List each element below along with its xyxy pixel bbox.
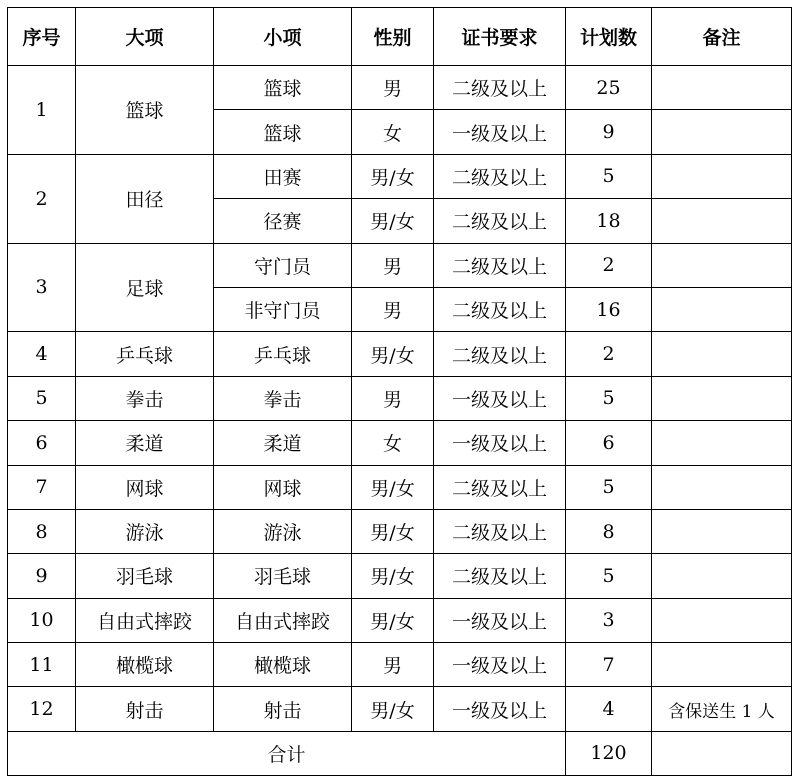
- row-plan-count: 18: [566, 199, 652, 243]
- row-plan-count: 4: [566, 687, 652, 731]
- row-index: 5: [8, 376, 76, 420]
- row-subcategory: 田赛: [214, 154, 352, 198]
- table-row: [8, 66, 792, 110]
- row-category: 乒乓球: [76, 332, 214, 376]
- table-row: [8, 332, 792, 376]
- total-note: [652, 731, 792, 775]
- row-certificate: 二级及以上: [434, 332, 566, 376]
- row-index: 3: [8, 243, 76, 332]
- row-remarks: [652, 332, 792, 376]
- table-row: [8, 376, 792, 420]
- row-index: 1: [8, 66, 76, 155]
- row-plan-count: 6: [566, 421, 652, 465]
- row-certificate: 二级及以上: [434, 509, 566, 553]
- row-certificate: 一级及以上: [434, 598, 566, 642]
- row-certificate: 二级及以上: [434, 465, 566, 509]
- row-certificate: 一级及以上: [434, 421, 566, 465]
- row-remarks: [652, 554, 792, 598]
- row-index: 6: [8, 421, 76, 465]
- row-gender: 男/女: [352, 687, 434, 731]
- row-plan-count: 2: [566, 243, 652, 287]
- row-subcategory: 守门员: [214, 243, 352, 287]
- row-remarks: [652, 421, 792, 465]
- row-plan-count: 5: [566, 376, 652, 420]
- row-gender: 男: [352, 243, 434, 287]
- row-certificate: 一级及以上: [434, 376, 566, 420]
- row-certificate: 二级及以上: [434, 287, 566, 331]
- row-gender: 男: [352, 643, 434, 687]
- row-gender: 男/女: [352, 199, 434, 243]
- row-index: 11: [8, 643, 76, 687]
- row-subcategory: 橄榄球: [214, 643, 352, 687]
- row-remarks: [652, 598, 792, 642]
- header-plan-count: 计划数: [566, 8, 652, 66]
- row-remarks: [652, 376, 792, 420]
- row-gender: 女: [352, 421, 434, 465]
- row-subcategory: 篮球: [214, 66, 352, 110]
- row-plan-count: 5: [566, 154, 652, 198]
- table-row: [8, 643, 792, 687]
- row-certificate: 二级及以上: [434, 154, 566, 198]
- row-index: 12: [8, 687, 76, 731]
- row-category: 柔道: [76, 421, 214, 465]
- table-row: [8, 687, 792, 731]
- row-plan-count: 16: [566, 287, 652, 331]
- row-certificate: 二级及以上: [434, 554, 566, 598]
- header-gender: 性别: [352, 8, 434, 66]
- table-row: [8, 243, 792, 287]
- row-subcategory: 乒乓球: [214, 332, 352, 376]
- row-remarks: [652, 199, 792, 243]
- row-index: 10: [8, 598, 76, 642]
- total-row: [8, 731, 792, 775]
- row-index: 7: [8, 465, 76, 509]
- row-subcategory: 射击: [214, 687, 352, 731]
- row-gender: 男/女: [352, 332, 434, 376]
- row-certificate: 一级及以上: [434, 643, 566, 687]
- table-row: [8, 598, 792, 642]
- header-index: 序号: [8, 8, 76, 66]
- table-row: [8, 421, 792, 465]
- row-certificate: 一级及以上: [434, 687, 566, 731]
- row-subcategory: 非守门员: [214, 287, 352, 331]
- row-gender: 女: [352, 110, 434, 154]
- header-subcategory: 小项: [214, 8, 352, 66]
- row-subcategory: 网球: [214, 465, 352, 509]
- total-label: 合计: [8, 731, 566, 775]
- row-certificate: 二级及以上: [434, 199, 566, 243]
- row-remarks: [652, 154, 792, 198]
- row-category: 羽毛球: [76, 554, 214, 598]
- row-remarks: [652, 243, 792, 287]
- row-index: 4: [8, 332, 76, 376]
- row-plan-count: 3: [566, 598, 652, 642]
- row-subcategory: 径赛: [214, 199, 352, 243]
- row-plan-count: 25: [566, 66, 652, 110]
- table-row: [8, 154, 792, 198]
- row-remarks: [652, 287, 792, 331]
- row-index: 9: [8, 554, 76, 598]
- row-subcategory: 游泳: [214, 509, 352, 553]
- row-gender: 男/女: [352, 554, 434, 598]
- row-remarks: [652, 643, 792, 687]
- header-remarks: 备注: [652, 8, 792, 66]
- table-body: [8, 66, 792, 732]
- row-category: 拳击: [76, 376, 214, 420]
- row-index: 2: [8, 154, 76, 243]
- row-subcategory: 篮球: [214, 110, 352, 154]
- table-row: [8, 465, 792, 509]
- table-row: [8, 554, 792, 598]
- row-gender: 男: [352, 66, 434, 110]
- row-plan-count: 2: [566, 332, 652, 376]
- row-plan-count: 9: [566, 110, 652, 154]
- row-certificate: 二级及以上: [434, 243, 566, 287]
- header-category: 大项: [76, 8, 214, 66]
- row-plan-count: 5: [566, 465, 652, 509]
- row-plan-count: 8: [566, 509, 652, 553]
- row-gender: 男: [352, 376, 434, 420]
- row-subcategory: 羽毛球: [214, 554, 352, 598]
- row-gender: 男/女: [352, 598, 434, 642]
- row-category: 游泳: [76, 509, 214, 553]
- row-category: 田径: [76, 154, 214, 243]
- table-row: [8, 509, 792, 553]
- row-subcategory: 自由式摔跤: [214, 598, 352, 642]
- row-remarks: [652, 110, 792, 154]
- total-value: 120: [566, 731, 652, 775]
- row-subcategory: 拳击: [214, 376, 352, 420]
- row-gender: 男/女: [352, 465, 434, 509]
- table-header-row: [8, 8, 792, 66]
- row-plan-count: 5: [566, 554, 652, 598]
- row-certificate: 二级及以上: [434, 66, 566, 110]
- row-certificate: 一级及以上: [434, 110, 566, 154]
- row-category: 橄榄球: [76, 643, 214, 687]
- row-plan-count: 7: [566, 643, 652, 687]
- row-category: 网球: [76, 465, 214, 509]
- row-index: 8: [8, 509, 76, 553]
- row-category: 射击: [76, 687, 214, 731]
- row-remarks: [652, 465, 792, 509]
- header-certificate: 证书要求: [434, 8, 566, 66]
- row-remarks: [652, 66, 792, 110]
- row-category: 自由式摔跤: [76, 598, 214, 642]
- row-gender: 男: [352, 287, 434, 331]
- row-remarks: 含保送生 1 人: [652, 687, 792, 731]
- row-category: 足球: [76, 243, 214, 332]
- row-category: 篮球: [76, 66, 214, 155]
- row-gender: 男/女: [352, 154, 434, 198]
- row-subcategory: 柔道: [214, 421, 352, 465]
- row-remarks: [652, 509, 792, 553]
- enrollment-plan-table: [7, 7, 792, 776]
- row-gender: 男/女: [352, 509, 434, 553]
